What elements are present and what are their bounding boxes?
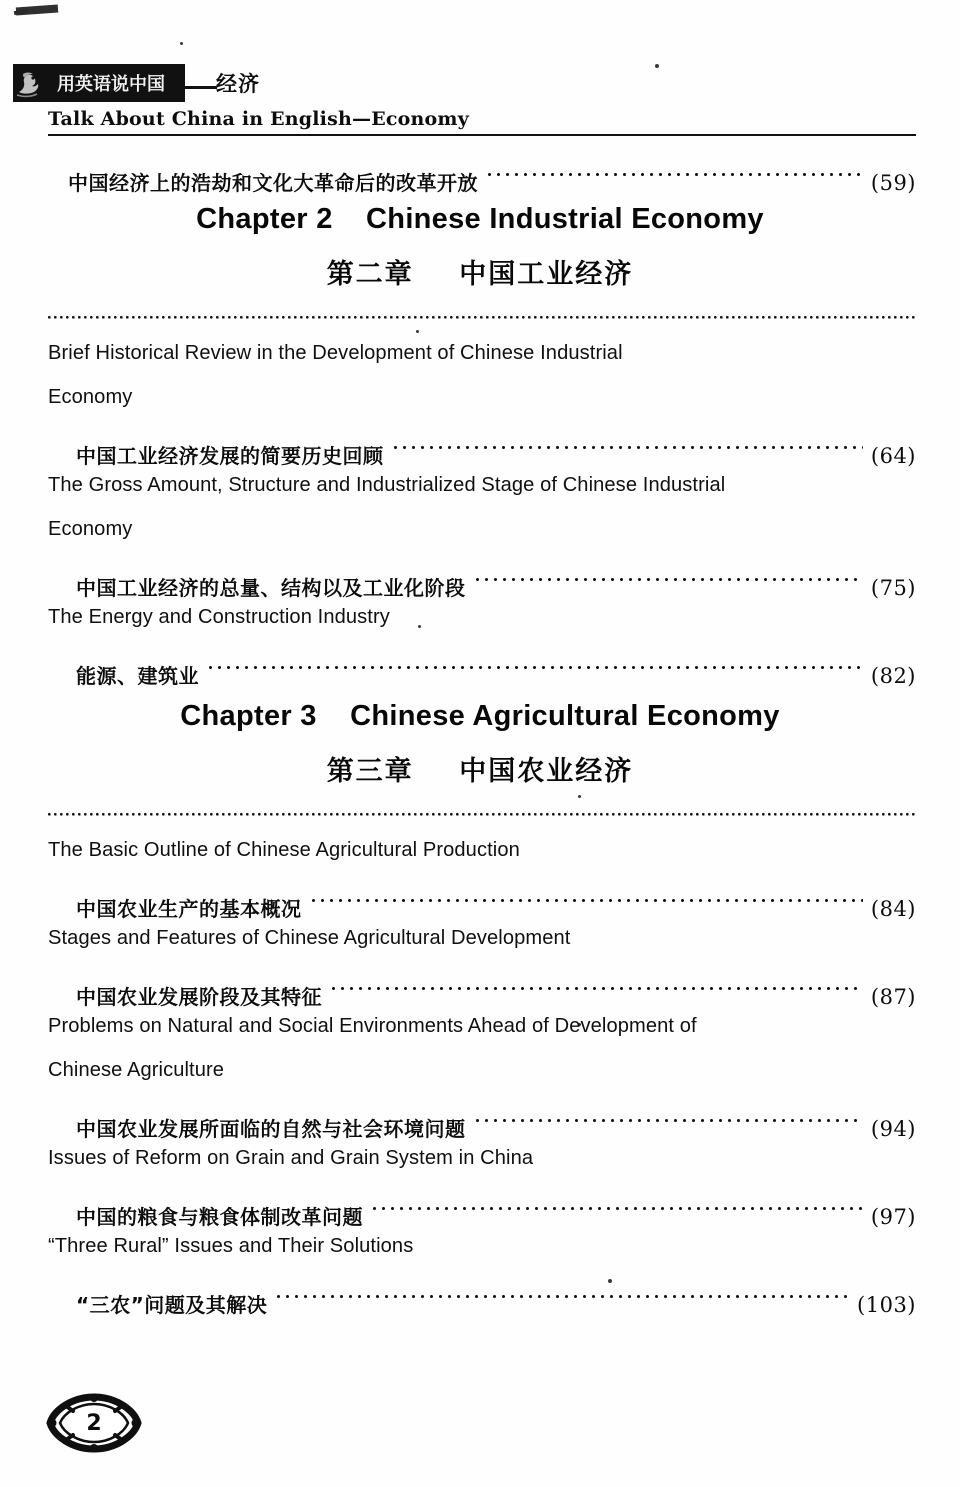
table-of-contents [0,146,960,1317]
header-title-plate [13,64,185,102]
running-header [0,58,960,106]
header-em-dash [183,86,217,89]
toc-entry-label-cn: 中国经济上的浩劫和文化大革命后的改革开放 [68,171,478,195]
leader-dots [476,551,863,595]
toc-entry[interactable] [0,1224,960,1317]
toc-entry[interactable] [0,1004,960,1141]
toc-entry-cn-row[interactable] [76,960,916,1009]
toc-entry-page-number: (84) [870,897,916,921]
leader-dots [277,1268,849,1312]
chapter-heading-2 [0,190,960,302]
toc-entry-label-en: The Basic Outline of Chinese Agricultural Production [48,838,520,861]
chapter-divider [48,316,916,319]
toc-entry-cn-row[interactable] [76,551,916,600]
chapter-heading-3 [0,687,960,799]
toc-entry-label-cn: 中国工业经济发展的简要历史回顾 [76,444,384,468]
toc-entry-page-number: (103) [857,1293,916,1317]
leader-dots [488,146,863,190]
toc-entry-page-number: (94) [870,1117,916,1141]
toc-entry-page-number: (64) [870,444,916,468]
toc-entry[interactable] [0,916,960,1009]
toc-entry-label-en: Issues of Reform on Grain and Grain System in China [48,1146,534,1169]
toc-entry[interactable] [0,828,960,921]
chapter-heading-chinese: 第三章 中国农业经济 [326,756,634,787]
leader-dots [332,960,863,1004]
toc-entry[interactable] [0,331,960,468]
toc-entry-page-number: (87) [870,985,916,1009]
header-underline-rule [48,134,916,136]
toc-entry-label-en: Brief Historical Review in the Development of Chinese Industrial [48,341,623,364]
toc-entry-page-number: (97) [870,1205,916,1229]
header-plate-title: 用英语说中国 [57,74,165,95]
toc-entry[interactable] [0,595,960,688]
chapter-heading-english: Chapter 2 Chinese Industrial Economy [196,203,764,235]
toc-entry-cn-row[interactable] [76,639,916,688]
toc-entry-page-number: (75) [870,576,916,600]
toc-entry-label-cn: “三农”问题及其解决 [76,1293,268,1317]
toc-entry-continued[interactable] [68,146,916,195]
toc-entry-label-cn: 中国农业生产的基本概况 [76,897,302,921]
toc-entry-label-en: The Gross Amount, Structure and Industrialized Stage of Chinese Industrial [48,473,726,496]
header-subject-label: 经济 [216,71,260,96]
toc-entry-label-cn: 中国农业发展所面临的自然与社会环境问题 [76,1117,466,1141]
leader-dots [312,872,863,916]
toc-entry-label-cn: 中国工业经济的总量、结构以及工业化阶段 [76,576,466,600]
page-number: 2 [86,1410,102,1436]
toc-entry-label-cn: 能源、建筑业 [76,664,199,688]
folio-ornament-icon [46,1392,142,1454]
toc-entry-label-en: Economy [48,385,133,408]
toc-entry-label-en: Chinese Agriculture [48,1058,225,1081]
toc-entry-cn-row[interactable] [76,1180,916,1229]
leader-dots [476,1092,863,1136]
leader-dots [209,639,863,683]
chapter-divider [48,813,916,816]
toc-entry-cn-row[interactable] [76,419,916,468]
leader-dots [394,419,863,463]
toc-entry-label-en: Economy [48,517,133,540]
header-english-title: Talk About China in English—Economy [48,108,469,130]
leader-dots [373,1180,863,1224]
toc-entry-label-en: The Energy and Construction Industry [48,605,390,628]
toc-entry-cn-row[interactable] [76,1092,916,1141]
toc-entry-label-cn: 中国的粮食与粮食体制改革问题 [76,1205,363,1229]
toc-entry-label-en: Problems on Natural and Social Environments Ahead of Development of [48,1014,697,1037]
toc-entry-cn-row[interactable] [76,1268,916,1317]
toc-entry[interactable] [0,463,960,600]
toc-entry-label-cn: 中国农业发展阶段及其特征 [76,985,322,1009]
toc-entry-page-number: (82) [870,664,916,688]
toc-entry[interactable] [0,1136,960,1229]
chapter-heading-english: Chapter 3 Chinese Agricultural Economy [180,700,780,732]
chapter-heading-chinese: 第二章 中国工业经济 [326,259,634,290]
toc-entry-label-en: Stages and Features of Chinese Agricultural Development [48,926,571,949]
toc-entry-cn-row[interactable] [76,872,916,921]
toc-entry-label-en: “Three Rural” Issues and Their Solutions [48,1234,414,1257]
dragon-emblem-icon [13,65,51,101]
scan-speck [180,42,183,45]
toc-entry-page-number: (59) [870,171,916,195]
